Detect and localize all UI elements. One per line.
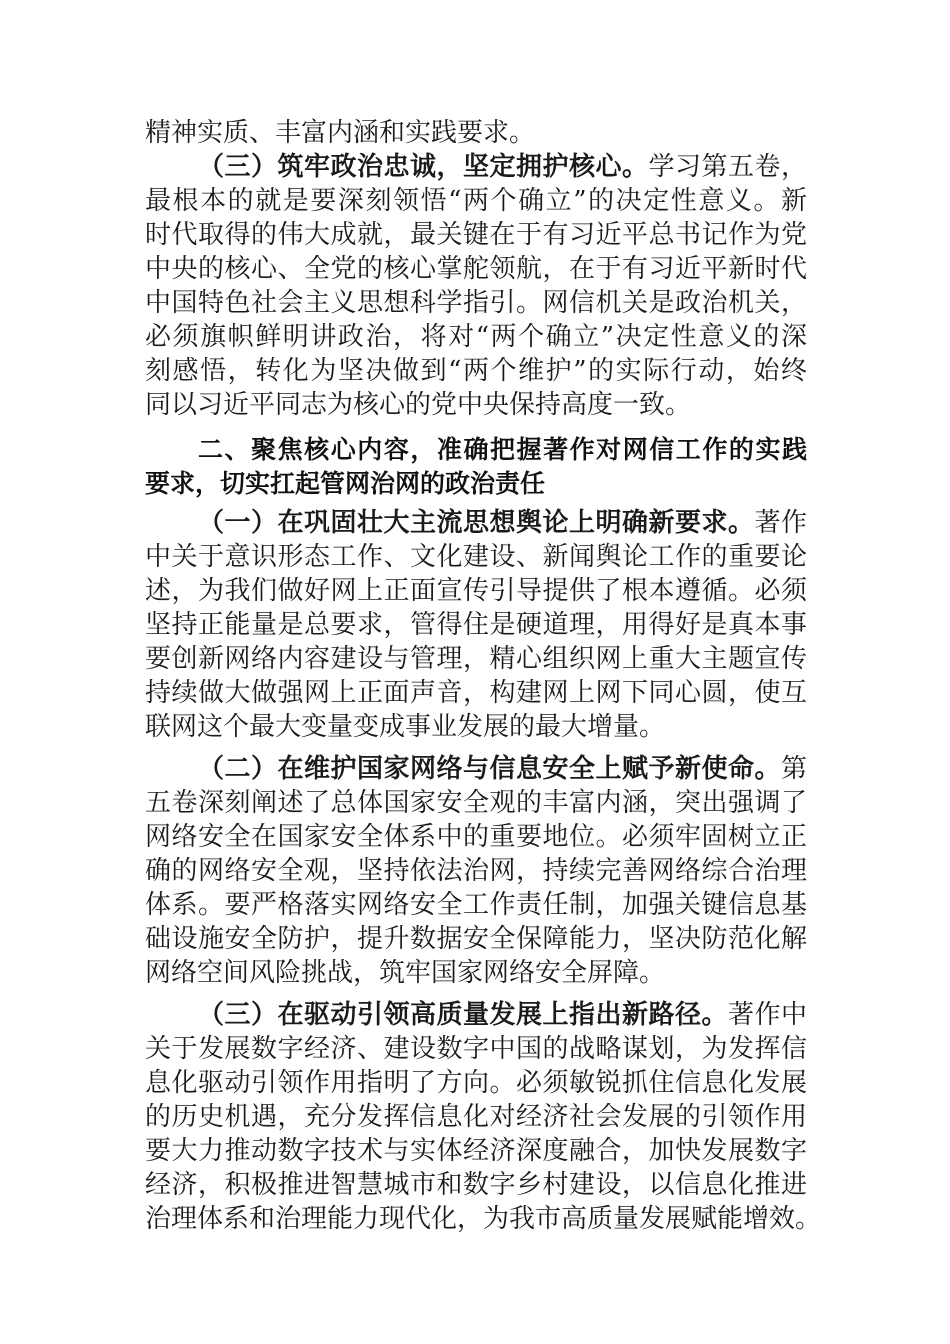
- section-heading-line: [198, 433, 807, 467]
- paragraph-text: 著作: [754, 508, 807, 538]
- paragraph-text: 治理体系和治理能力现代化，为我市高质量发展赋能增效。: [145, 1204, 822, 1234]
- paragraph-text: 坚持正能量是总要求，管得住是硬道理，用得好是真本事: [145, 610, 807, 640]
- body-text-line: [145, 820, 807, 854]
- paragraph-text: 中国特色社会主义思想科学指引。网信机关是政治机关，: [145, 288, 807, 318]
- body-text-line: [145, 116, 807, 150]
- paragraph-text: 学习第五卷，: [648, 152, 807, 182]
- paragraph-text: 必须旗帜鲜明讲政治，将对“两个确立”决定性意义的深: [145, 322, 807, 352]
- paragraph-text: 刻感悟，转化为坚决做到“两个维护”的实际行动，始终: [145, 356, 807, 386]
- paragraph-text: 关于发展数字经济、建设数字中国的战略谋划，为发挥信: [145, 1034, 807, 1064]
- subsection-title: （一）在巩固壮大主流思想舆论上明确新要求。: [198, 508, 755, 538]
- paragraph-text: 第: [780, 754, 807, 784]
- body-text-line: [145, 286, 807, 320]
- paragraph-text: 网络空间风险挑战，筑牢国家网络安全屏障。: [145, 958, 666, 988]
- paragraph-text: 持续做大做强网上正面声音，构建网上网下同心圆，使互: [145, 678, 807, 708]
- section-heading-text: 要求，切实扛起管网治网的政治责任: [145, 469, 546, 498]
- body-text-line: [145, 1134, 807, 1168]
- body-text-line: [145, 218, 807, 252]
- body-text-line: [145, 1066, 807, 1100]
- body-text-line: [145, 854, 807, 888]
- subsection-lead-line: [198, 998, 807, 1032]
- paragraph-text: 中关于意识形态工作、文化建设、新闻舆论工作的重要论: [145, 542, 807, 572]
- body-text-line: [145, 710, 807, 744]
- paragraph-text: 著作中: [727, 1000, 807, 1030]
- body-text-line: [145, 540, 807, 574]
- body-text-line: [145, 888, 807, 922]
- body-text-line: [145, 574, 807, 608]
- subsection-lead-line: [198, 150, 807, 184]
- subsection-lead-line: [198, 752, 807, 786]
- subsection-lead-line: [198, 506, 807, 540]
- paragraph-text: 要创新网络内容建设与管理，精心组织网上重大主题宣传: [145, 644, 807, 674]
- subsection-title: （三）筑牢政治忠诚，坚定拥护核心。: [198, 152, 649, 182]
- paragraph-text: 体系。要严格落实网络安全工作责任制，加强关键信息基: [145, 890, 807, 920]
- paragraph-text: 联网这个最大变量变成事业发展的最大增量。: [145, 712, 666, 742]
- paragraph-text: 经济，积极推进智慧城市和数字乡村建设，以信息化推进: [145, 1170, 807, 1200]
- body-text-line: [145, 320, 807, 354]
- body-text-line: [145, 956, 807, 990]
- body-text-line: [145, 388, 807, 422]
- paragraph-text: 确的网络安全观，坚持依法治网，持续完善网络综合治理: [145, 856, 807, 886]
- paragraph-text: 时代取得的伟大成就，最关键在于有习近平总书记作为党: [145, 220, 807, 250]
- paragraph-text: 要大力推动数字技术与实体经济深度融合，加快发展数字: [145, 1136, 807, 1166]
- paragraph-text: 的历史机遇，充分发挥信息化对经济社会发展的引领作用: [145, 1102, 807, 1132]
- body-text-line: [145, 1202, 822, 1236]
- paragraph-text: 述，为我们做好网上正面宣传引导提供了根本遵循。必须: [145, 576, 807, 606]
- paragraph-text: 同以习近平同志为核心的党中央保持高度一致。: [145, 390, 692, 420]
- paragraph-text: 网络安全在国家安全体系中的重要地位。必须牢固树立正: [145, 822, 807, 852]
- body-text-line: [145, 184, 807, 218]
- subsection-title: （三）在驱动引领高质量发展上指出新路径。: [198, 1000, 728, 1030]
- paragraph-text: 五卷深刻阐述了总体国家安全观的丰富内涵，突出强调了: [145, 788, 807, 818]
- body-text-line: [145, 922, 807, 956]
- body-text-line: [145, 1032, 807, 1066]
- body-text-line: [145, 1168, 807, 1202]
- paragraph-text: 中央的核心、全党的核心掌舵领航，在于有习近平新时代: [145, 254, 807, 284]
- body-text-line: [145, 642, 807, 676]
- body-text-line: [145, 676, 807, 710]
- body-text-line: [145, 252, 807, 286]
- section-heading-line: [145, 467, 807, 501]
- body-text-line: [145, 608, 807, 642]
- body-text-line: [145, 1100, 807, 1134]
- body-text-line: [145, 354, 807, 388]
- body-text-line: [145, 786, 807, 820]
- paragraph-text: 精神实质、丰富内涵和实践要求。: [145, 118, 536, 148]
- section-heading-text: 二、聚焦核心内容，准确把握著作对网信工作的实践: [198, 435, 807, 464]
- subsection-title: （二）在维护国家网络与信息安全上赋予新使命。: [198, 754, 781, 784]
- paragraph-text: 最根本的就是要深刻领悟“两个确立”的决定性意义。新: [145, 186, 807, 216]
- paragraph-text: 础设施安全防护，提升数据安全保障能力，坚决防范化解: [145, 924, 807, 954]
- paragraph-text: 息化驱动引领作用指明了方向。必须敏锐抓住信息化发展: [145, 1068, 807, 1098]
